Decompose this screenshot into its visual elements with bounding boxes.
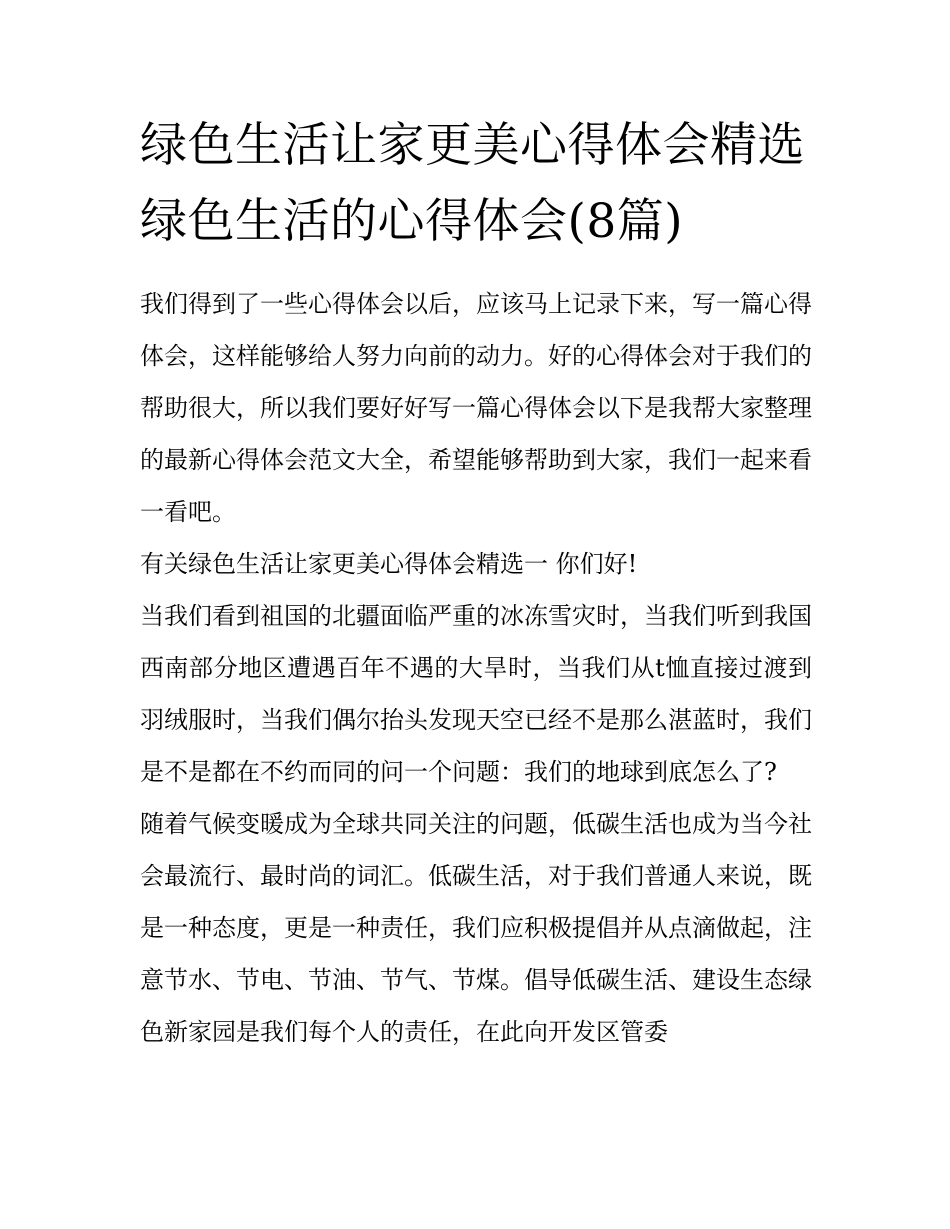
intro-paragraph: 我们得到了一些心得体会以后，应该马上记录下来，写一篇心得体会，这样能够给人努力向前的动力。好的心得体会对于我们的帮助很大，所以我们要好好写一篇心得体会以下是我帮大家整理的最新心得体会范文大全，希望能够帮助到大家，我们一起来看一看吧。 bbox=[140, 290, 812, 526]
body-paragraph: 随着气候变暖成为全球共同关注的问题，低碳生活也成为当今社会最流行、最时尚的词汇。低碳生活，对于我们普通人来说，既是一种态度，更是一种责任，我们应积极提倡并从点滴做起，注意节水、节电、节油、节气、节煤。倡导低碳生活、建设生态绿色新家园是我们每个人的责任，在此向开发区管委 bbox=[140, 810, 812, 1046]
document-page bbox=[140, 108, 812, 1058]
section-heading-paragraph: 有关绿色生活让家更美心得体会精选一 你们好! bbox=[140, 550, 638, 578]
document-title: 绿色生活让家更美心得体会精选 绿色生活的心得体会(8篇) bbox=[140, 118, 805, 249]
document-body bbox=[140, 278, 812, 1058]
body-paragraph: 当我们看到祖国的北疆面临严重的冰冻雪灾时，当我们听到我国西南部分地区遭遇百年不遇的大旱时，当我们从t恤直接过渡到羽绒服时，当我们偶尔抬头发现天空已经不是那么湛蓝时，我们是不是都在不约而同的问一个问题：我们的地球到底怎么了? bbox=[140, 602, 812, 786]
